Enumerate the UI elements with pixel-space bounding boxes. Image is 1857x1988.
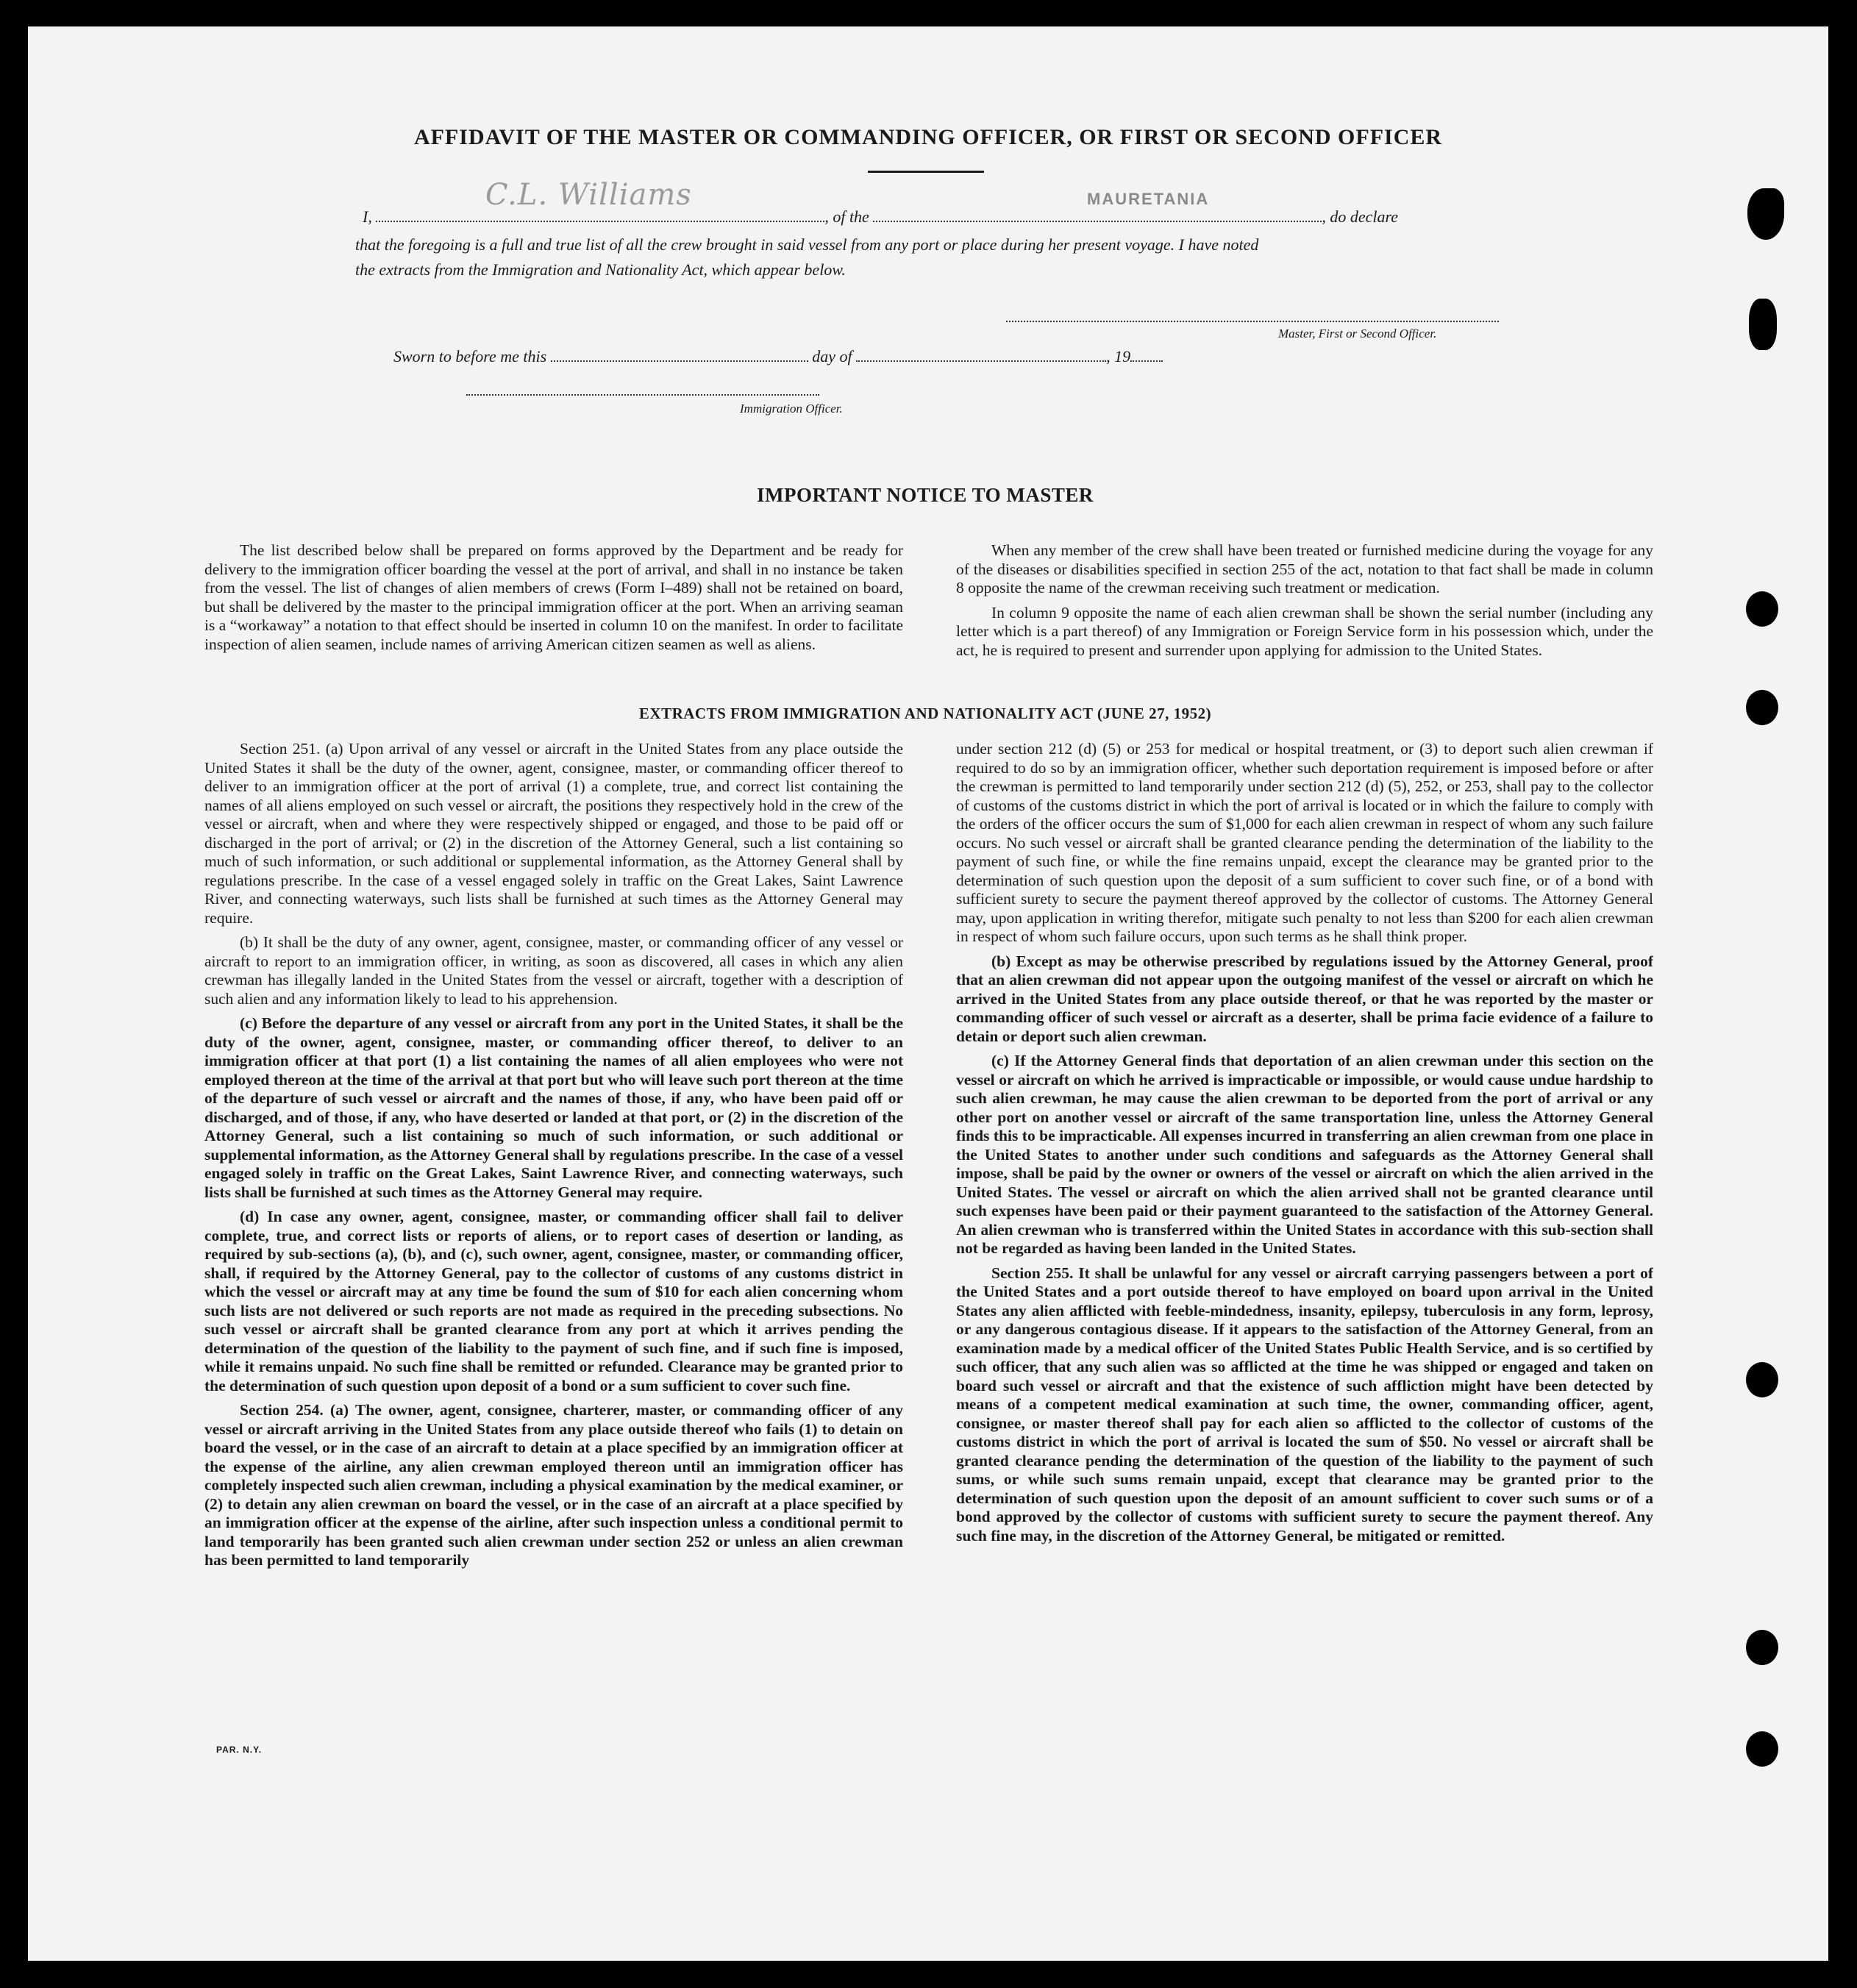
printer-mark: PAR. N.Y. <box>216 1745 263 1755</box>
sworn-day-field[interactable] <box>551 346 808 362</box>
notice-right-paragraph-1: When any member of the crew shall have been treated or furnished medicine during the voyage for any of the diseases or disabilities specified in section 255 of the act, notation to that fact shall be made in column 8 opposite the name of the crewman receiving such treatment or medication. <box>956 541 1653 596</box>
extracts-left-column <box>204 740 903 1902</box>
handwritten-signature: C.L. Williams <box>485 178 692 212</box>
affidavit-title: AFFIDAVIT OF THE MASTER OR COMMANDING OFFICER, OR FIRST OR SECOND OFFICER <box>413 125 1443 149</box>
section-251-d: (d) In case any owner, agent, consignee, master, or commanding officer shall fail to deliver complete, true, and correct lists or reports of aliens, or to report cases of desertion or landing, as required by sub-sections (a), (b), and (c), such owner, agent, consignee, master, or commanding officer, shall, if required by the Attorney General, pay to the collector of customs of any customs district in which the vessel or aircraft may at any time be found the sum of $10 for each alien concerning whom such lists are not delivered or such reports are not made as required in the preceding subsections. No such vessel or aircraft shall be granted clearance from any port at which it arrives pending the determination of the question of the liability to the payment of such fine, and if such fine is imposed, while it remains unpaid. No such fine shall be remitted or refunded. Clearance may be granted prior to the determination of such question upon deposit of a bond or a sum sufficient to cover such fine. <box>204 1208 903 1394</box>
notice-right-column <box>956 541 1653 666</box>
sworn-line <box>393 346 1163 366</box>
title-divider <box>868 171 984 173</box>
master-caption: Master, First or Second Officer. <box>1278 327 1437 341</box>
year-prefix: , 19 <box>1106 347 1131 366</box>
extracts-heading: EXTRACTS FROM IMMIGRATION AND NATIONALITY ACT (JUNE 27, 1952) <box>638 705 1212 722</box>
section-251-c: (c) Before the departure of any vessel or aircraft from any port in the United States, it shall be the duty of the owner, agent, consignee, master, or commanding officer thereof, to deliver to an immigration officer at that port (1) a list containing the names of all alien employees who were not employed thereon at the time of the arrival at that port but who will leave such port thereon at the time of the departure of such vessel or aircraft and the names of those, if any, who have been paid off or discharged, and of those, if any, who have deserted or landed at that port, or (2) in the discretion of the Attorney General, such a list containing so much of such information, or such additional or supplemental information, as the Attorney General shall by regulations prescribe. In the case of a vessel engaged solely in traffic on the Great Lakes, Saint Lawrence River, and connecting waterways, such lists shall be furnished at such times as the Attorney General may require. <box>204 1014 903 1201</box>
section-251-b: (b) It shall be the duty of any owner, agent, consignee, master, or commanding officer of any vessel or aircraft to report to an immigration officer, in writing, as soon as discovered, all cases in which any alien crewman has illegally landed in the United States from the vessel or aircraft, together with a description of such alien and any information likely to lead to his apprehension. <box>204 933 903 1008</box>
punch-hole <box>1747 188 1784 240</box>
line1-prefix: I, <box>363 207 372 226</box>
declaration-line-2: that the foregoing is a full and true list of all the crew brought in said vessel from any port or place during her present voyage. I have noted <box>355 235 1259 254</box>
section-254-c: (c) If the Attorney General finds that deportation of an alien crewman under this section on the vessel or aircraft on which he arrived is impracticable or impossible, or would cause undue hardship to such alien crewman, he may cause the alien crewman to be deported from the port of arrival or any other port on another vessel or aircraft of the same transportation line, unless the Attorney General finds this to be impracticable. All expenses incurred in transferring an alien crewman from one place in the United States to another under such conditions and safeguards as the Attorney General shall impose, shall be paid by the owner or owners of the vessel or aircraft on which the alien arrived in the United States. The vessel or aircraft on which the alien arrived shall not be granted clearance until such expenses have been paid or their payment guaranteed to the satisfaction of the Attorney General. An alien crewman who is transferred within the United States in accordance with this sub-section shall not be regarded as having been landed in the United States. <box>956 1052 1653 1257</box>
punch-hole <box>1749 299 1777 350</box>
punch-hole <box>1746 1630 1778 1665</box>
master-signature-line[interactable] <box>1006 321 1499 322</box>
sworn-month-field[interactable] <box>856 346 1106 362</box>
punch-hole <box>1746 1731 1778 1767</box>
notice-heading: IMPORTANT NOTICE TO MASTER <box>757 484 1094 506</box>
notice-right-paragraph-2: In column 9 opposite the name of each alien crewman shall be shown the serial number (including any letter which is a part thereof) of any Immigration or Foreign Service form in his possession which, under the act, he is required to present and surrender upon applying for admission to the United States. <box>956 603 1653 659</box>
do-declare-label: , do declare <box>1322 207 1398 226</box>
punch-hole <box>1746 591 1778 627</box>
punch-hole <box>1746 1362 1778 1397</box>
extracts-right-column <box>956 740 1653 1887</box>
of-the-label: , of the <box>824 207 869 226</box>
section-255: Section 255. It shall be unlawful for any vessel or aircraft carrying passengers between a port of the United States and a port outside thereof to have employed on board upon arrival in the United States any alien afflicted with feeble-mindedness, insanity, epilepsy, tuberculosis in any form, leprosy, or any dangerous contagious disease. If it appears to the satisfaction of the Attorney General, from an examination made by a medical officer of the United States Public Health Service, and is so certified by such officer, that any such alien was so afflicted at the time he was shipped or engaged and taken on board such vessel or aircraft and that the existence of such affliction might have been detected by means of a competent medical examination at such time, the owner, commanding officer, agent, consignee, or master thereof shall pay for each alien so afflicted to the collector of customs of the customs district in which the port of arrival is located the sum of $50. No vessel or aircraft shall be granted clearance pending the determination of the question of the liability to the payment of such sums, or while such sums remain unpaid, except that clearance may be granted prior to the determination of such question upon the deposit of an amount sufficient to cover such sums or of a bond approved by the collector of customs with sufficient surety to secure the payment thereof. Any such fine may, in the discretion of the Attorney General, be mitigated or remitted. <box>956 1264 1653 1545</box>
sworn-prefix: Sworn to before me this <box>393 347 547 366</box>
declaration-line-3: the extracts from the Immigration and Nationality Act, which appear below. <box>355 260 846 279</box>
immigration-officer-signature-line[interactable] <box>466 394 819 396</box>
section-254-b: (b) Except as may be otherwise prescribed by regulations issued by the Attorney General, proof that an alien crewman did not appear upon the outgoing manifest of the vessel or aircraft on which he arrived in the United States from any place outside thereof, or that he was reported by the master or commanding officer of such vessel or aircraft as a deserter, shall be prima facie evidence of a failure to detain or deport such alien crewman. <box>956 952 1653 1045</box>
notice-left-paragraph: The list described below shall be prepared on forms approved by the Department and be ready for delivery to the immigration officer boarding the vessel at the port of arrival, and shall in no instance be taken from the vessel. The list of changes of alien members of crews (Form I–489) shall not be retained on board, but shall be delivered by the master to the principal immigration officer at the port. When an arriving seaman is a “workaway” a notation to that effect should be inserted in column 10 on the manifest. In order to facilitate inspection of alien seamen, include names of arriving American citizen seamen as well as aliens. <box>204 541 903 653</box>
section-254-a-continued: under section 212 (d) (5) or 253 for medical or hospital treatment, or (3) to deport such alien crewman if required to do so by an immigration officer, whether such deportation requirement is imposed before or after the crewman is permitted to land temporarily under section 212 (d) (5), 252, or 253, shall pay to the collector of customs of the customs district in which the port of arrival is located or in which the failure to comply with the orders of the officer occurs the sum of $1,000 for each alien crewman in respect of whom any such failure occurs. No such vessel or aircraft shall be granted clearance pending the determination of the liability to the payment of such fine, or while the fine remains unpaid, except the clearance may be granted prior to the determination of such question upon the deposit of a sum sufficient to cover such fine, or of a bond with sufficient surety to secure the payment thereof approved by the collector of customs. The Attorney General may, upon application in writing therefor, mitigate such penalty to not less than $200 for each alien crewman in respect of whom such failure occurs, upon such terms as he shall think proper. <box>956 740 1653 945</box>
sworn-year-field[interactable] <box>1130 346 1163 362</box>
notice-left-column <box>204 541 903 660</box>
form-page <box>28 26 1828 1961</box>
officer-caption: Immigration Officer. <box>740 402 843 416</box>
vessel-name-stamp: MAURETANIA <box>1087 190 1210 208</box>
section-254-a: Section 254. (a) The owner, agent, consignee, charterer, master, or commanding officer of any vessel or aircraft arriving in the United States from any place outside thereof who fails (1) to detain on board the vessel, or in the case of an aircraft to detain at a place specified by an immigration officer at the expense of the airline, any alien crewman employed thereon until an immigration officer has completely inspected such alien crewman, including a physical examination by the medical examiner, or (2) to detain any alien crewman on board the vessel, or in the case of an aircraft at a place specified by an immigration officer at the expense of the airline, after such inspection unless a conditional permit to land temporarily has been granted such alien crewman under section 252 or unless an alien crewman has been permitted to land temporarily <box>204 1401 903 1569</box>
day-of-label: day of <box>812 347 852 366</box>
section-251-a: Section 251. (a) Upon arrival of any vessel or aircraft in the United States from any place outside the United States it shall be the duty of the owner, agent, consignee, master, or commanding officer thereof to deliver to an immigration officer at the port of arrival (1) a complete, true, and correct list containing the names of all aliens employed on such vessel or aircraft, the positions they respectively hold in the crew of the vessel or aircraft, when and where they were respectively shipped or engaged, and those to be paid off or discharged in the port of arrival; or (2) in the discretion of the Attorney General, such a list containing so much of such information, or such additional or supplemental information, as the Attorney General shall by regulations prescribe. In the case of a vessel engaged solely in traffic on the Great Lakes, Saint Lawrence River, and connecting waterways, such lists shall be furnished at such times as the Attorney General may require. <box>204 740 903 927</box>
